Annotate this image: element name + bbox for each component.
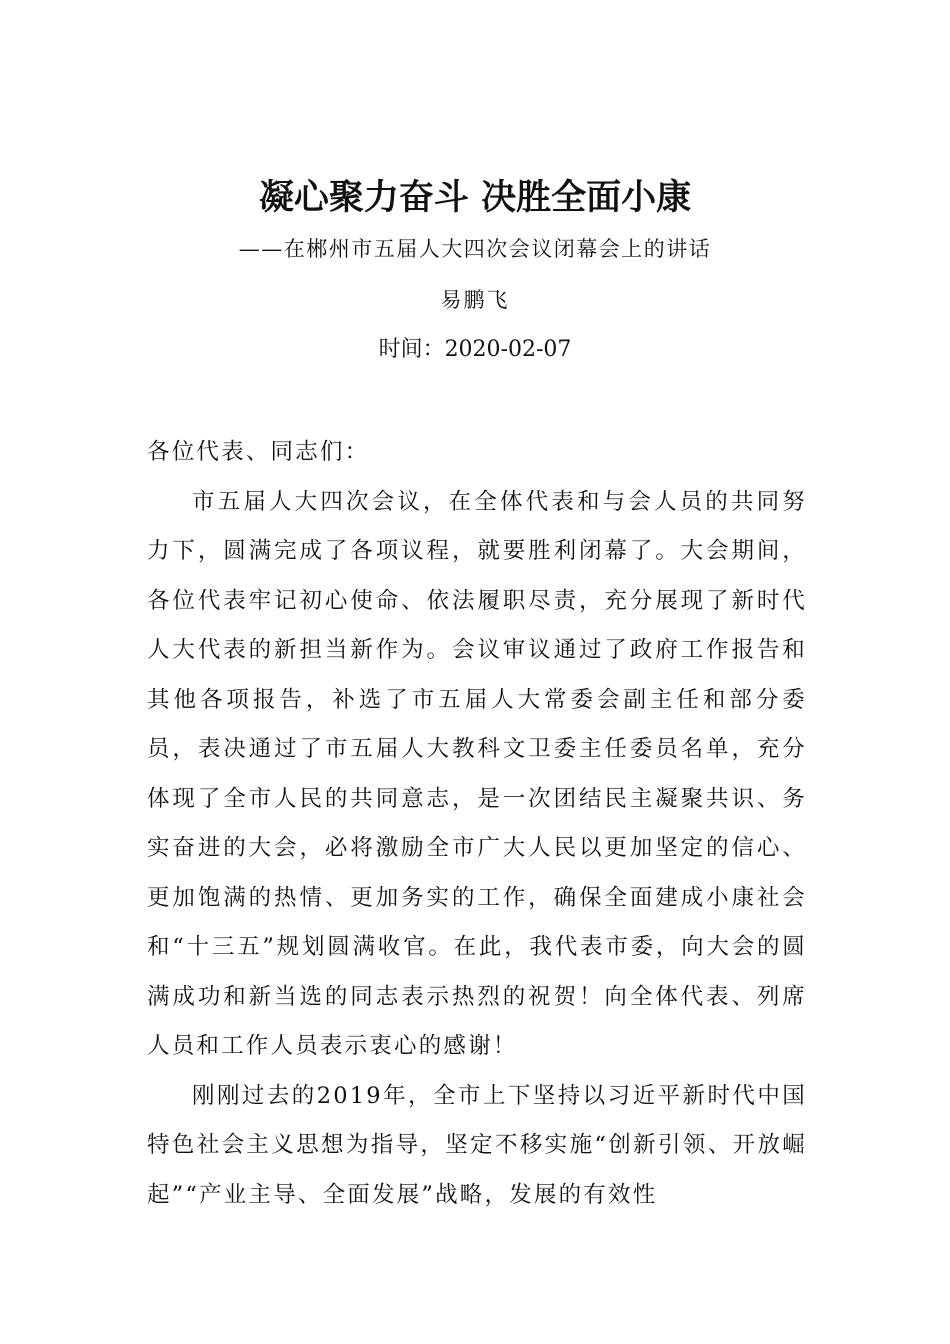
salutation: 各位代表、同志们：: [147, 439, 370, 465]
document-subtitle: ——在郴州市五届人大四次会议闭幕会上的讲话: [238, 237, 712, 261]
publish-date: 时间：2020-02-07: [378, 337, 572, 362]
paragraph-2: 刚刚过去的2019年，全市上下坚持以习近平新时代中国特色社会主义思想为指导，坚定不移实施“创新引领、开放崛起”“产业主导、全面发展”战略，发展的有效性: [147, 1082, 807, 1208]
paragraph-1: 市五届人大四次会议，在全体代表和与会人员的共同努力下，圆满完成了各项议程，就要胜利闭幕了。大会期间，各位代表牢记初心使命、依法履职尽责，充分展现了新时代人大代表的新担当新作为。会议审议通过了政府工作报告和其他各项报告，补选了市五届人大常委会副主任和部分委员，表决通过了市五届人大教科文卫委主任委员名单，充分体现了全市人民的共同意志，是一次团结民主凝聚共识、务实奋进的大会，必将激励全市广大人民以更加坚定的信心、更加饱满的热情、更加务实的工作，确保全面建成小康社会和“十三五”规划圆满收官。在此，我代表市委，向大会的圆满成功和新当选的同志表示热烈的祝贺！向全体代表、列席人员和工作人员表示衷心的感谢！: [147, 488, 807, 1059]
document-body: [147, 428, 807, 1220]
author-name: 易鹏飞: [440, 288, 510, 312]
document-title: 凝心聚力奋斗 决胜全面小康: [258, 177, 692, 218]
